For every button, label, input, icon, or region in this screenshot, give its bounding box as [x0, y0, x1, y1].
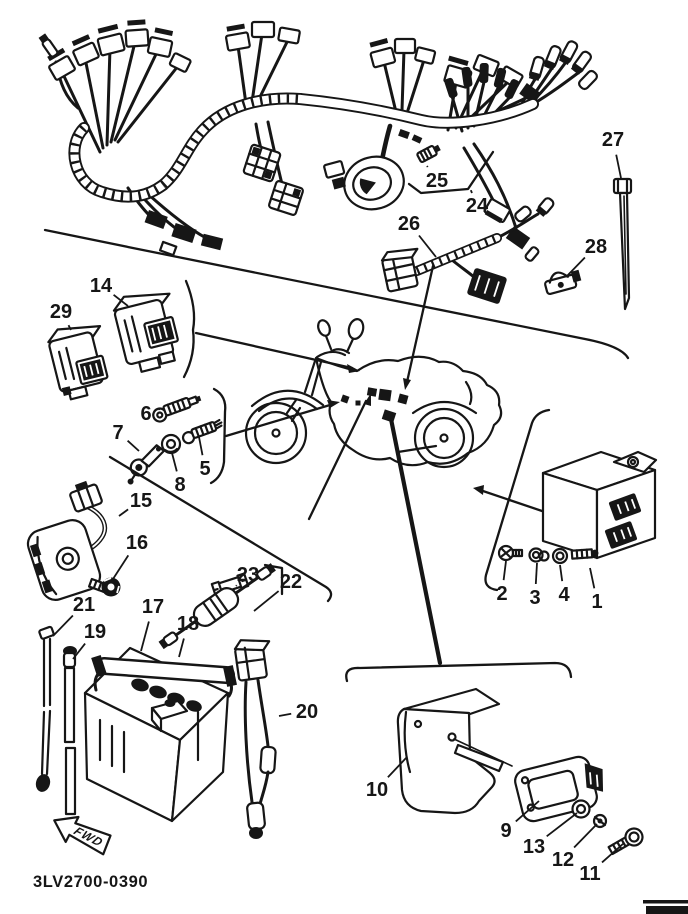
callout-18-label: 18	[176, 613, 200, 635]
callout-24-label: 24	[465, 195, 489, 217]
washer-3-art	[530, 549, 549, 562]
callout-12-label: 12	[551, 849, 575, 871]
callout-18-leader	[179, 639, 184, 658]
callout-5-leader	[199, 437, 203, 455]
nut-16-art	[102, 578, 121, 597]
cable-tie-27-art	[614, 179, 631, 309]
callout-25-leader	[427, 166, 428, 167]
callout-4-label: 4	[558, 584, 570, 606]
callout-17-leader	[141, 622, 149, 652]
screw-2-art	[499, 546, 522, 560]
rectifier-9-art	[513, 752, 611, 824]
callout-21-label: 21	[72, 594, 96, 616]
bolt-5-art	[181, 419, 224, 444]
callout-8-label: 8	[174, 474, 186, 496]
group-brace-5	[211, 389, 225, 483]
callout-5-label: 5	[199, 458, 211, 480]
callout-1-leader	[590, 568, 594, 588]
callout-2-leader	[504, 561, 506, 580]
fwd-arrow-label: FWD	[70, 824, 107, 850]
callout-2-label: 2	[496, 583, 508, 605]
callout-21-leader	[53, 616, 73, 637]
callout-22-label: 22	[279, 571, 303, 593]
callout-1-label: 1	[591, 591, 603, 613]
callout-11-label: 11	[579, 863, 601, 885]
callout-29-label: 29	[49, 301, 73, 323]
fwd-arrow	[48, 808, 113, 860]
rod-21-art	[34, 626, 54, 793]
band-19-art	[63, 646, 77, 823]
clamp-28-art	[543, 267, 583, 294]
callout-6-label: 6	[140, 403, 152, 425]
callout-4-leader	[560, 565, 562, 581]
callout-28-label: 28	[584, 236, 608, 258]
harness-canister	[324, 146, 410, 219]
callout-27-leader	[616, 155, 621, 178]
callout-20-leader	[279, 714, 291, 716]
part-code: 3LV2700-0390	[33, 873, 149, 891]
callout-3-label: 3	[529, 587, 541, 609]
callout-9-label: 9	[500, 820, 512, 842]
callout-27-label: 27	[601, 129, 625, 151]
callout-16-leader	[113, 555, 128, 579]
callout-14-label: 14	[89, 275, 113, 297]
callout-19-label: 19	[83, 621, 107, 643]
harness-connectors-top-left	[39, 19, 192, 80]
washer-4-art	[553, 549, 599, 563]
sub-lead-25-art	[417, 143, 442, 163]
callout-7-leader	[128, 441, 139, 451]
battery-wire-20-art	[234, 636, 276, 839]
callout-13-label: 13	[522, 836, 546, 858]
callout-15-leader	[119, 509, 128, 516]
washer-8-art	[162, 435, 180, 453]
callout-17-label: 17	[141, 596, 165, 618]
callout-10-label: 10	[365, 779, 389, 801]
callout-12-leader	[574, 824, 597, 848]
cdi-unit-1-art	[543, 452, 656, 558]
relay-14-art	[111, 286, 186, 375]
wire-harness-art	[39, 19, 599, 262]
callout-7-label: 7	[112, 422, 124, 444]
callout-24-leader	[471, 190, 472, 193]
callout-25-label: 25	[425, 170, 449, 192]
callout-22-leader	[254, 591, 279, 611]
callout-8-leader	[172, 453, 177, 471]
group-brace-14	[184, 281, 194, 377]
corner-mark	[643, 900, 688, 914]
callout-16-label: 16	[125, 532, 149, 554]
callout-3-leader	[536, 563, 537, 584]
callout-20-label: 20	[295, 701, 319, 723]
bracket-10-art	[398, 689, 512, 813]
relay-29-art	[46, 319, 116, 401]
callout-23-label: 23	[236, 564, 260, 586]
motorcycle-art	[246, 318, 501, 467]
callout-26-leader	[419, 236, 436, 258]
callout-26-label: 26	[397, 213, 421, 235]
callout-15-label: 15	[129, 490, 153, 512]
